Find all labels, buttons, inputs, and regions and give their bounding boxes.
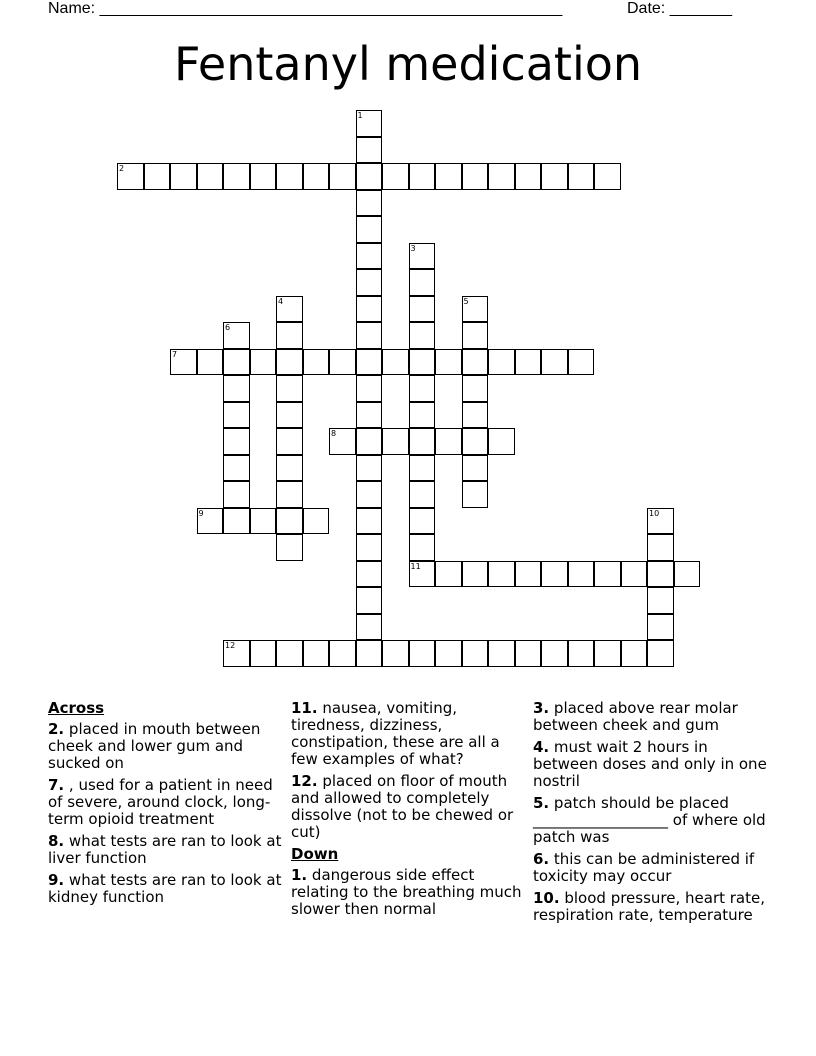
grid-cell[interactable] [356, 428, 383, 455]
grid-cell[interactable] [356, 269, 383, 296]
grid-cell[interactable] [276, 455, 303, 482]
grid-cell[interactable] [462, 640, 489, 667]
grid-cell[interactable] [197, 163, 224, 190]
cell-number: 4 [278, 296, 284, 306]
clue-column-2 [291, 700, 527, 923]
grid-cell[interactable] [594, 561, 621, 588]
grid-cell[interactable] [462, 402, 489, 429]
grid-cell[interactable] [356, 402, 383, 429]
grid-cell[interactable] [568, 640, 595, 667]
grid-cell[interactable] [541, 561, 568, 588]
grid-cell[interactable] [276, 349, 303, 376]
grid-cell[interactable] [276, 375, 303, 402]
grid-cell[interactable] [382, 349, 409, 376]
grid-cell[interactable] [409, 402, 436, 429]
cell-number: 7 [172, 349, 178, 359]
cell-number: 10 [649, 508, 660, 518]
grid-cell[interactable] [356, 216, 383, 243]
grid-cell[interactable] [356, 137, 383, 164]
grid-cell[interactable] [223, 375, 250, 402]
grid-cell[interactable] [170, 163, 197, 190]
grid-cell[interactable] [409, 296, 436, 323]
grid-cell[interactable] [462, 375, 489, 402]
name-field[interactable]: Name: ____________________________________________________ [48, 0, 563, 17]
grid-cell[interactable] [409, 349, 436, 376]
cell-number: 5 [463, 296, 469, 306]
grid-cell[interactable] [515, 163, 542, 190]
grid-cell[interactable] [356, 614, 383, 641]
grid-cell[interactable] [568, 349, 595, 376]
cell-number: 3 [410, 243, 416, 253]
grid-cell[interactable] [435, 428, 462, 455]
grid-cell[interactable] [250, 163, 277, 190]
grid-cell[interactable] [382, 640, 409, 667]
grid-cell[interactable] [356, 534, 383, 561]
grid-cell[interactable] [356, 481, 383, 508]
grid-cell[interactable] [488, 561, 515, 588]
clue-across-11: 11. nausea, vomiting, tiredness, dizziness, constipation, these are all a few examples of what? [291, 699, 500, 768]
grid-cell[interactable] [250, 508, 277, 535]
grid-cell[interactable] [515, 561, 542, 588]
grid-cell[interactable] [356, 640, 383, 667]
grid-cell[interactable] [144, 163, 171, 190]
clue-down-10: 10. blood pressure, heart rate, respiration rate, temperature [533, 889, 765, 924]
clue-across-2: 2. placed in mouth between cheek and lower gum and sucked on [48, 720, 261, 772]
grid-cell[interactable] [594, 163, 621, 190]
grid-cell[interactable] [223, 508, 250, 535]
grid-cell[interactable] [435, 640, 462, 667]
grid-cell[interactable] [409, 481, 436, 508]
grid-cell[interactable] [382, 428, 409, 455]
grid-cell[interactable] [409, 375, 436, 402]
grid-cell[interactable] [409, 428, 436, 455]
grid-cell[interactable] [594, 640, 621, 667]
grid-cell[interactable] [223, 481, 250, 508]
clue-down-3: 3. placed above rear molar between cheek and gum [533, 699, 738, 734]
grid-cell[interactable] [276, 163, 303, 190]
grid-cell[interactable] [515, 349, 542, 376]
grid-cell[interactable] [356, 375, 383, 402]
grid-cell[interactable] [435, 349, 462, 376]
grid-cell[interactable] [462, 322, 489, 349]
grid-cell[interactable] [488, 349, 515, 376]
grid-cell[interactable] [303, 640, 330, 667]
clue-down-5: 5. patch should be placed __________________ of where old patch was [533, 794, 766, 846]
cell-number: 1 [357, 111, 363, 120]
grid-cell[interactable] [647, 534, 674, 561]
grid-cell[interactable] [356, 243, 383, 270]
grid-cell[interactable] [541, 163, 568, 190]
header [0, 0, 816, 22]
clue-across-12: 12. placed on floor of mouth and allowed to completely dissolve (not to be chewed or cut) [291, 772, 514, 841]
grid-cell[interactable] [409, 269, 436, 296]
grid-cell[interactable] [621, 640, 648, 667]
grid-cell[interactable] [223, 455, 250, 482]
grid-cell[interactable] [409, 508, 436, 535]
clue-across-7: 7. , used for a patient in need of severe, around clock, long-term opioid treatment [48, 776, 273, 828]
grid-cell[interactable] [382, 163, 409, 190]
grid-cell[interactable] [621, 561, 648, 588]
grid-cell[interactable] [462, 561, 489, 588]
grid-cell[interactable] [462, 163, 489, 190]
grid-cell[interactable] [356, 190, 383, 217]
grid-cell[interactable] [356, 322, 383, 349]
clue-down-1: 1. dangerous side effect relating to the breathing much slower then normal [291, 866, 522, 918]
grid-cell[interactable] [409, 534, 436, 561]
grid-cell[interactable] [303, 508, 330, 535]
clue-column-3 [533, 700, 769, 929]
down-heading: Down [291, 845, 339, 863]
grid-cell[interactable] [329, 349, 356, 376]
grid-cell[interactable] [462, 481, 489, 508]
cell-number: 9 [198, 508, 204, 518]
grid-cell[interactable] [409, 455, 436, 482]
grid-cell[interactable] [647, 587, 674, 614]
grid-cell[interactable] [329, 163, 356, 190]
grid-cell[interactable] [356, 508, 383, 535]
grid-cell[interactable] [303, 349, 330, 376]
grid-cell[interactable] [515, 640, 542, 667]
cell-number: 6 [225, 323, 231, 332]
grid-cell[interactable] [276, 402, 303, 429]
grid-cell[interactable] [647, 561, 674, 588]
grid-cell[interactable] [409, 163, 436, 190]
grid-cell[interactable] [356, 587, 383, 614]
grid-cell[interactable] [409, 322, 436, 349]
grid-cell[interactable] [356, 455, 383, 482]
grid-cell[interactable] [488, 640, 515, 667]
across-heading: Across [48, 699, 105, 717]
grid-cell[interactable] [462, 349, 489, 376]
grid-cell[interactable] [647, 640, 674, 667]
grid-cell[interactable] [435, 163, 462, 190]
grid-cell[interactable] [276, 481, 303, 508]
grid-cell[interactable] [276, 322, 303, 349]
grid-cell[interactable] [647, 614, 674, 641]
cell-number: 12 [225, 641, 236, 650]
grid-cell[interactable] [488, 163, 515, 190]
grid-cell[interactable] [329, 640, 356, 667]
grid-cell[interactable] [250, 640, 277, 667]
grid-cell[interactable] [568, 163, 595, 190]
grid-cell[interactable] [541, 640, 568, 667]
grid-cell[interactable] [541, 349, 568, 376]
clue-column-1 [48, 700, 284, 911]
clue-down-6: 6. this can be administered if toxicity may occur [533, 850, 755, 885]
grid-cell[interactable] [223, 402, 250, 429]
grid-cell[interactable] [435, 561, 462, 588]
grid-cell[interactable] [276, 640, 303, 667]
grid-cell[interactable] [223, 428, 250, 455]
grid-cell[interactable] [356, 296, 383, 323]
grid-cell[interactable] [462, 428, 489, 455]
grid-cell[interactable] [409, 640, 436, 667]
grid-cell[interactable] [356, 163, 383, 190]
grid-cell[interactable] [276, 534, 303, 561]
clue-down-4: 4. must wait 2 hours in between doses and only in one nostril [533, 738, 767, 790]
grid-cell[interactable] [276, 428, 303, 455]
grid-cell[interactable] [356, 561, 383, 588]
grid-cell[interactable] [488, 428, 515, 455]
grid-cell[interactable] [674, 561, 701, 588]
grid-cell[interactable] [568, 561, 595, 588]
cell-number: 8 [331, 429, 337, 438]
grid-cell[interactable] [250, 349, 277, 376]
date-field[interactable]: Date: _______ [627, 0, 732, 17]
grid-cell[interactable] [356, 349, 383, 376]
cell-number: 11 [410, 561, 421, 571]
grid-cell[interactable] [303, 163, 330, 190]
clue-across-9: 9. what tests are ran to look at kidney function [48, 871, 282, 906]
grid-cell[interactable] [223, 163, 250, 190]
page-title: Fentanyl medication [173, 37, 643, 91]
grid-cell[interactable] [276, 508, 303, 535]
grid-cell[interactable] [462, 455, 489, 482]
cell-number: 2 [119, 164, 125, 173]
grid-cell[interactable] [223, 349, 250, 376]
clue-across-8: 8. what tests are ran to look at liver function [48, 832, 282, 867]
grid-cell[interactable] [197, 349, 224, 376]
